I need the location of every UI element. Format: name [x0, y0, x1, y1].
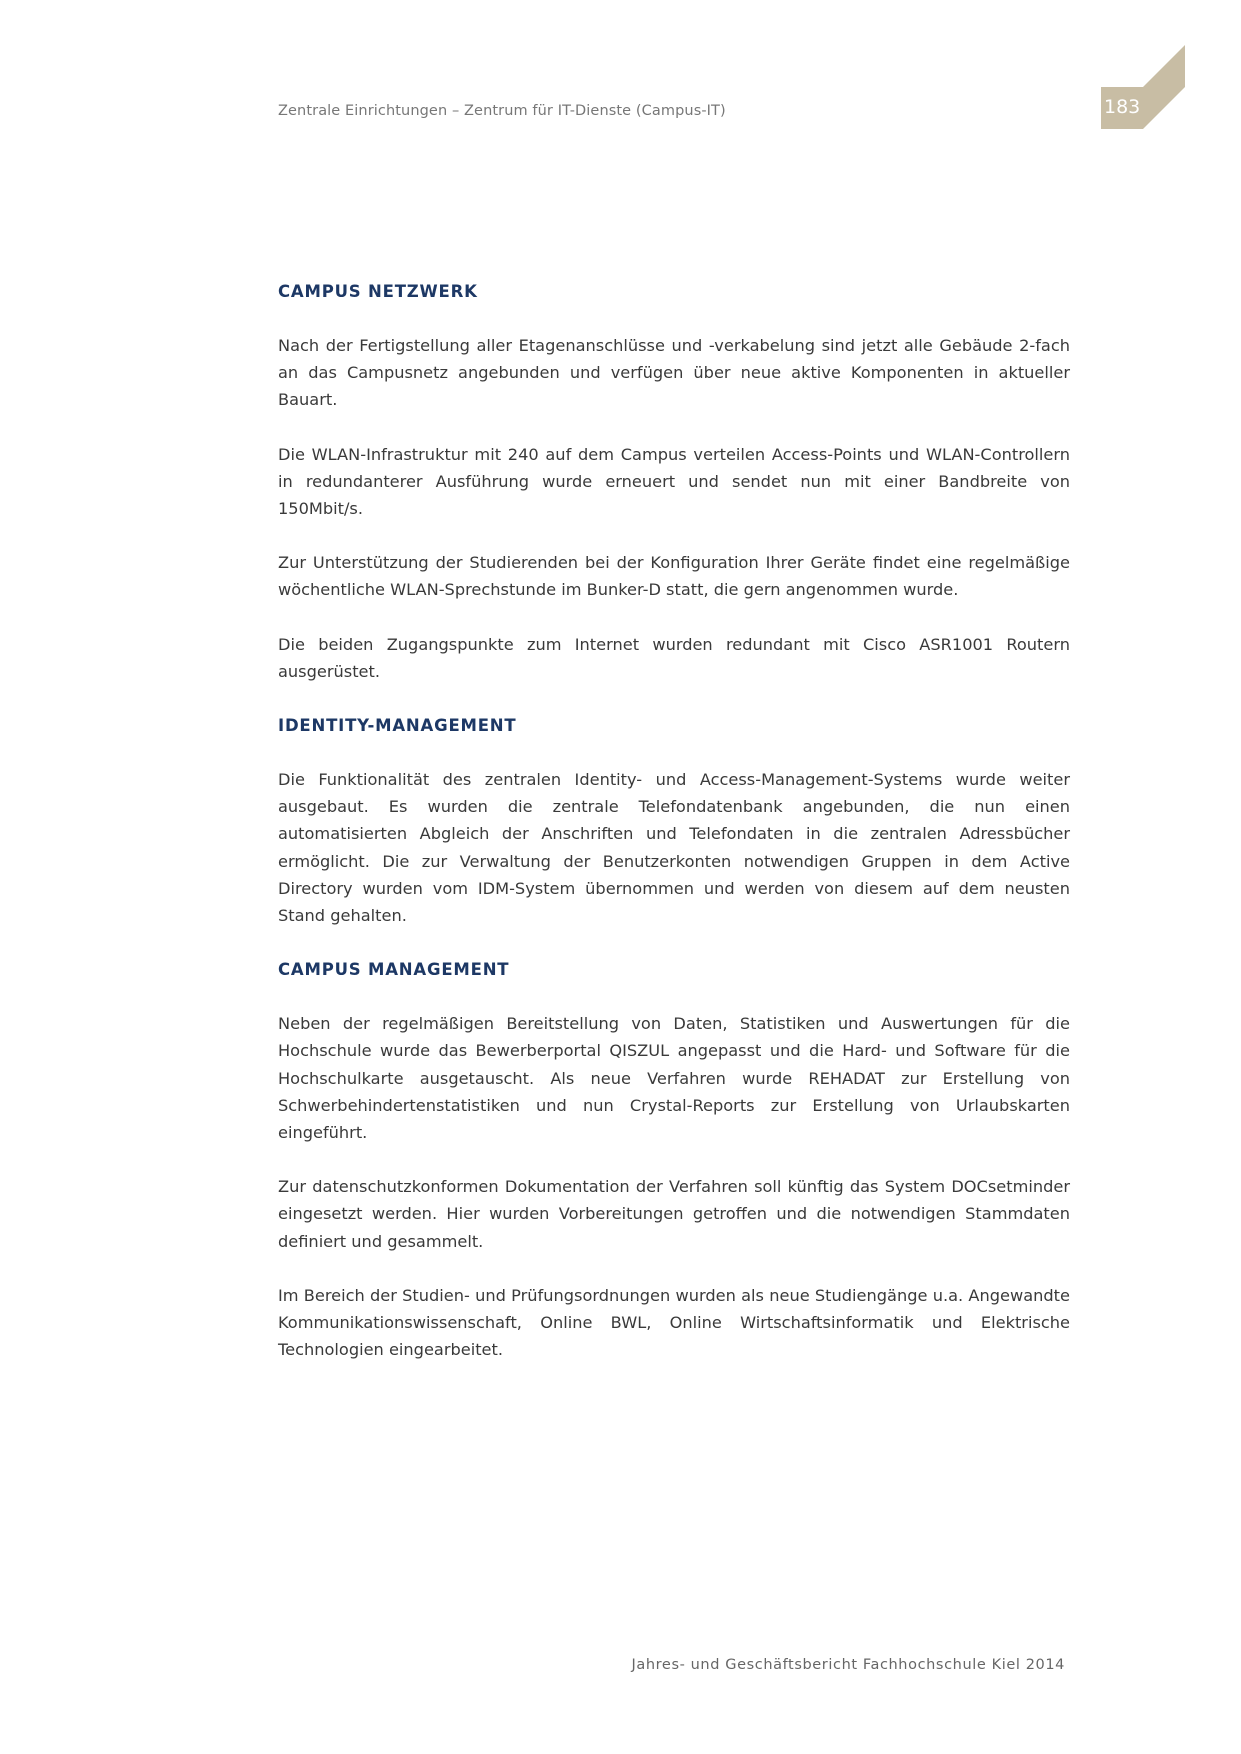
- paragraph: Nach der Fertigstellung aller Etagenanschlüsse und -verkabelung sind jetzt alle Gebäude 2-fach an das Campusnetz angebunden und verfügen über neue aktive Komponenten in aktueller Bauart.: [278, 336, 1070, 410]
- section-heading: IDENTITY-MANAGEMENT: [278, 716, 517, 736]
- section-identity-management: [278, 712, 1070, 929]
- running-header: Zentrale Einrichtungen – Zentrum für IT-Dienste (Campus-IT): [278, 103, 726, 119]
- main-content: [278, 278, 1070, 1390]
- paragraph: Die Funktionalität des zentralen Identity- und Access-Management-Systems wurde weiter ausgebaut. Es wurden die zentrale Telefondatenbank angebunden, die nun einen automatisierten Abgleich der Anschriften und Telefondaten in die zentralen Adressbücher ermöglicht. Die zur Verwaltung der Benutzerkonten notwendigen Gruppen in dem Active Directory wurden vom IDM-System übernommen und werden von diesem auf dem neusten Stand gehalten.: [278, 770, 1070, 926]
- section-campus-management: [278, 956, 1070, 1363]
- paragraph: Die WLAN-Infrastruktur mit 240 auf dem Campus verteilen Access-Points und WLAN-Controllern in redundanterer Ausführung wurde erneuert und sendet nun mit einer Bandbreite von 150Mbit/s.: [278, 444, 1070, 519]
- section-campus-netzwerk: [278, 278, 1070, 685]
- paragraph: Zur Unterstützung der Studierenden bei der Konfiguration Ihrer Geräte findet eine regelmäßige wöchentliche WLAN-Sprechstunde im Bunker-D statt, die gern angenommen wurde.: [278, 553, 1070, 600]
- paragraph: Neben der regelmäßigen Bereitstellung von Daten, Statistiken und Auswertungen für die Hochschule wurde das Bewerberportal QISZUL angepasst und die Hard- und Software für die Hochschulkarte ausgetauscht. Als neue Verfahren wurde REHADAT zur Erstellung von Schwerbehindertenstatistiken und nun Crystal-Reports zur Erstellung von Urlaubskarten eingeführt.: [278, 1014, 1070, 1143]
- paragraph: Die beiden Zugangspunkte zum Internet wurden redundant mit Cisco ASR1001 Routern ausgerüstet.: [278, 634, 1070, 681]
- paragraph: Zur datenschutzkonformen Dokumentation der Verfahren soll künftig das System DOCsetminder eingesetzt werden. Hier wurden Vorbereitungen getroffen und die notwendigen Stammdaten definiert und gesammelt.: [278, 1177, 1070, 1251]
- paragraph: Im Bereich der Studien- und Prüfungsordnungen wurden als neue Studiengänge u.a. Angewandte Kommunikationswissenschaft, Online BWL, Online Wirtschaftsinformatik und Elektrische Technologien eingearbeitet.: [278, 1285, 1070, 1360]
- section-heading: CAMPUS NETZWERK: [278, 282, 478, 301]
- section-heading: CAMPUS MANAGEMENT: [278, 960, 510, 980]
- page-number: 183: [1104, 96, 1141, 118]
- running-footer: Jahres- und Geschäftsbericht Fachhochschule Kiel 2014: [631, 1657, 1065, 1673]
